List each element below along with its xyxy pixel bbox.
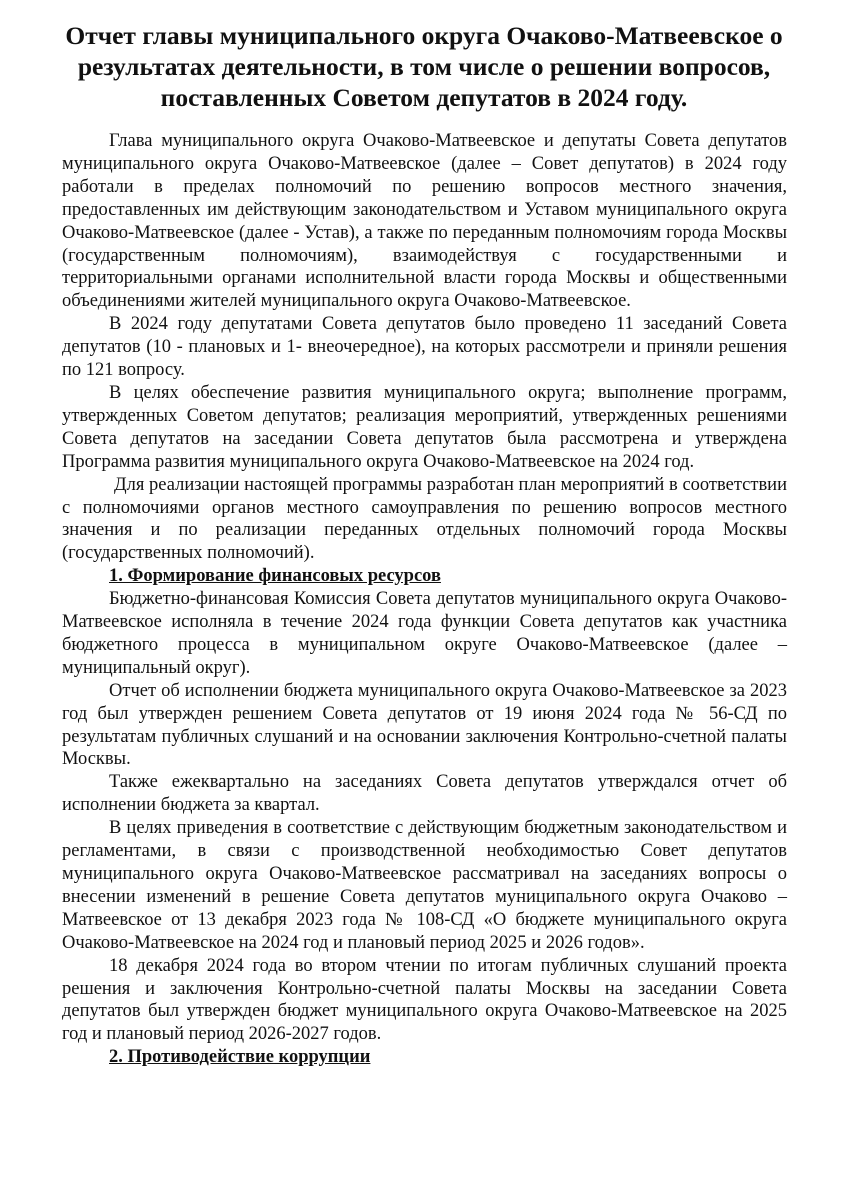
paragraph-quarterly: Также ежеквартально на заседаниях Совета депутатов утверждался отчет об исполнении бюджета за квартал. <box>62 772 787 816</box>
paragraph-budget-2025: 18 декабря 2024 года во втором чтении по итогам публичных слушаний проекта решения и заключения Контрольно-счетной палаты Москвы на заседании Совета депутатов был утвержден бюджет муниципального округа Очаково-Матвеевское на 2025 год и плановый период 2026-2027 годов. <box>62 955 787 1045</box>
paragraph-budget-report: Отчет об исполнении бюджета муниципального округа Очаково-Матвеевское за 2023 год был утвержден решением Совета депутатов от 19 июня 2024 года № 56-СД по результатам публичных слушаний и на основании заключения Контрольно-счетной палаты Москвы. <box>62 680 787 770</box>
paragraph-intro: Глава муниципального округа Очаково-Матвеевское и депутаты Совета депутатов муниципального округа Очаково-Матвеевское (далее – Совет депутатов) в 2024 году работали в пределах полномочий по решению вопросов местного значения, предоставленных им действующим законодательством и Уставом муниципального округа Очаково-Матвеевское (далее - Устав), а также по переданным полномочиям города Москвы (государственным полномочиям), взаимодействуя с государственными и территориальными органами исполнительной власти города Москвы и общественными объединениями жителей муниципального округа Очаково-Матвеевское. <box>62 131 787 312</box>
section-heading-finance: 1. Формирование финансовых ресурсов <box>109 566 441 587</box>
paragraph-meetings: В 2024 году депутатами Совета депутатов было проведено 11 заседаний Совета депутатов (10 - плановых и 1- внеочередное), на которых рассмотрели и приняли решения по 121 вопросу. <box>62 314 787 381</box>
section-heading-anticorruption: 2. Противодействие коррупции <box>109 1047 371 1068</box>
paragraph-budget-changes: В целях приведения в соответствие с действующим бюджетным законодательством и регламентами, в связи с производственной необходимостью Совет депутатов муниципального округа Очаково-Матвеевское рассматривал на заседаниях вопросы о внесении изменений в решение Совета депутатов муниципального округа Очаково – Матвеевское от 13 декабря 2023 года № 108-СД «О бюджете муниципального округа Очаково-Матвеевское на 2024 год и плановый период 2025 и 2026 годов». <box>62 818 787 953</box>
paragraph-budget-commission: Бюджетно-финансовая Комиссия Совета депутатов муниципального округа Очаково-Матвеевское исполняла в течение 2024 года функции Совета депутатов как участника бюджетного процесса в муниципальном округе Очаково-Матвеевское (далее – муниципальный округ). <box>62 589 787 678</box>
document-title: Отчет главы муниципального округа Очаково-Матвеевское о результатах деятельности, в том числе о решении вопросов, поставленных Советом депутатов в 2024 году. <box>65 21 783 112</box>
paragraph-program: В целях обеспечение развития муниципального округа; выполнение программ, утвержденных Советом депутатов; реализация мероприятий, утвержденных решениями Совета депутатов на заседании Совета депутатов была рассмотрена и утверждена Программа развития муниципального округа Очаково-Матвеевское на 2024 год. <box>62 382 787 472</box>
document-body <box>62 130 787 1069</box>
paragraph-plan: Для реализации настоящей программы разработан план мероприятий в соответствии с полномочиями органов местного самоуправления по решению вопросов местного значения и по реализации переданных отдельных полномочий города Москвы (государственных полномочий). <box>62 474 787 564</box>
